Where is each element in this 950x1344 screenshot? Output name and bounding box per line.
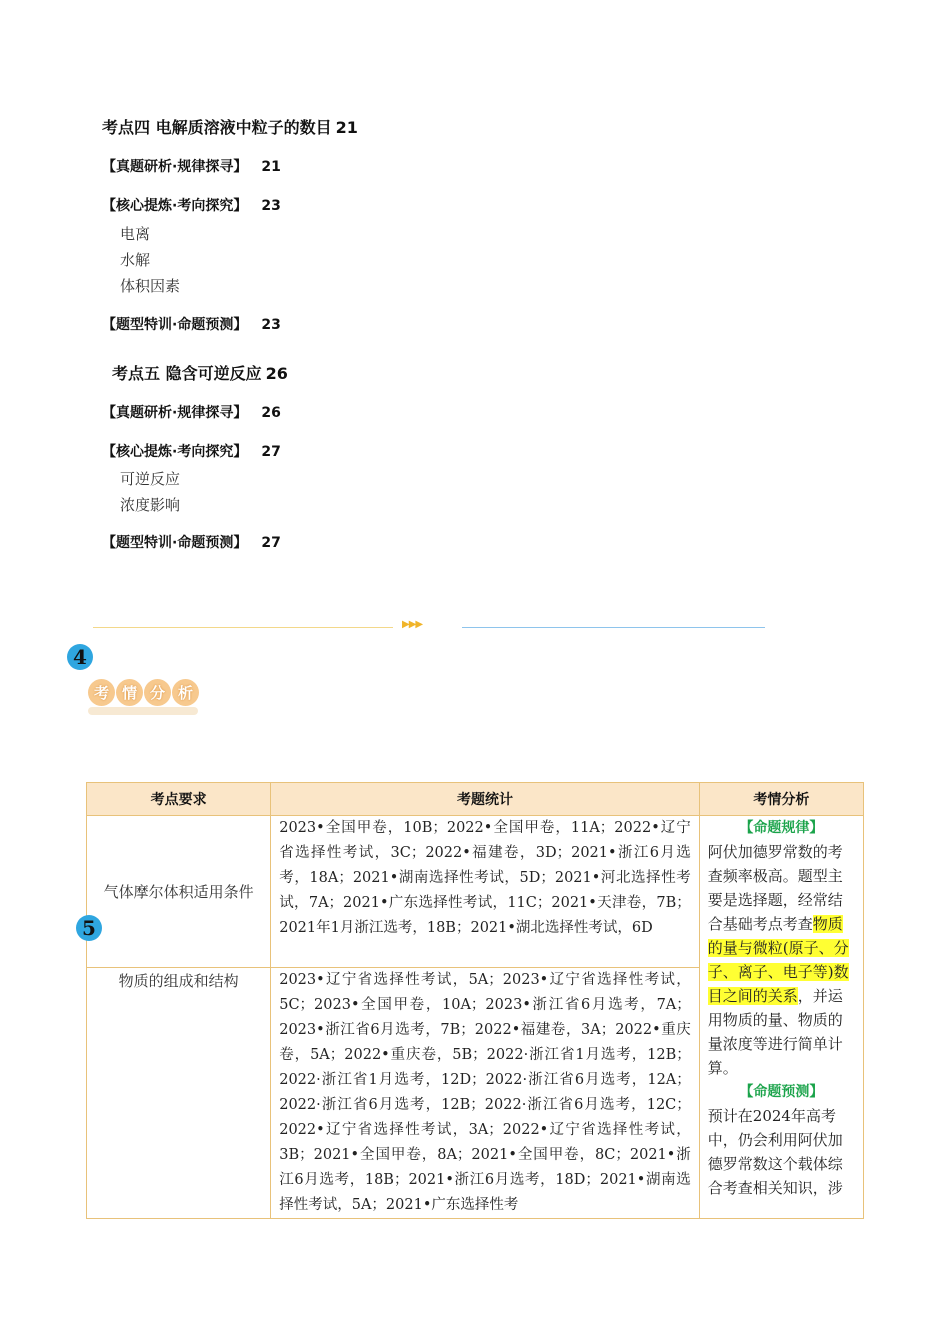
table-header-row: [87, 783, 864, 816]
prediction-text: 预计在2024年高考中，仍会利用阿伏加德罗常数这个载体综合考查相关知识，涉: [707, 1107, 843, 1197]
section-title-banner: [88, 679, 200, 713]
column-header: 考情分析: [699, 783, 863, 816]
column-header: 考点要求: [87, 783, 271, 816]
divider-line-left: [93, 627, 393, 628]
toc-subitem[interactable]: 水解: [120, 251, 151, 269]
toc-item[interactable]: 【题型特训·命题预测】 27: [102, 535, 281, 551]
rule-heading: 【命题规律】: [739, 820, 824, 836]
toc-item[interactable]: 【真题研析·规律探寻】 21: [102, 159, 281, 175]
title-char: 分: [144, 679, 171, 706]
toc-section-4-title[interactable]: 考点四 电解质溶液中粒子的数目 21: [102, 118, 358, 137]
analysis-cell: [699, 816, 863, 1219]
toc-subitem[interactable]: 电离: [120, 225, 151, 243]
toc-item[interactable]: 【核心提炼·考向探究】 23: [102, 198, 281, 214]
stats-cell: 2023•辽宁省选择性考试，5A；2023•辽宁省选择性考试，5C；2023•全国甲卷，10A；2023•浙江省6月选考，7A；2023•浙江省6月选考，7B；2022•福建卷，3A；2022•重庆卷，5A；2022•重庆卷，5B；2022·浙江省1月选考，12B；2022·浙江省1月选考，12D；2022·浙江省6月选考，12A；2022·浙江省6月选考，12B；2022·浙江省6月选考，12C；2022•辽宁省选择性考试，3A；2022•辽宁省选择性考试，3B；2021•全国甲卷，8A；2021•全国甲卷，8C；2021•浙江6月选考，18B；2021•浙江6月选考，18D；2021•湖南选择性考试，5A；2021•广东选择性考: [271, 968, 700, 1219]
title-char: 考: [88, 679, 115, 706]
requirement-cell: 气体摩尔体积适用条件: [87, 816, 271, 968]
toc-subitem[interactable]: 体积因素: [120, 277, 181, 295]
column-header: 考题统计: [271, 783, 700, 816]
rule-highlight: 物质的量与微粒(原子、分子、离子、电子等)数目之间的关系: [707, 915, 849, 1005]
toc-item[interactable]: 【题型特训·命题预测】 23: [102, 317, 281, 333]
title-char: 情: [116, 679, 143, 706]
row-number-badge: 5: [76, 915, 102, 941]
toc-subitem[interactable]: 可逆反应: [120, 470, 181, 488]
divider-arrows-icon: ▶▶▶: [402, 619, 423, 630]
toc-item[interactable]: 【核心提炼·考向探究】 27: [102, 444, 281, 460]
stats-cell: 2023•全国甲卷，10B；2022•全国甲卷，11A；2022•辽宁省选择性考试，3C；2022•福建卷，3D；2021•浙江6月选考，18A；2021•湖南选择性考试，5D；2021•河北选择性考试，7A；2021•广东选择性考试，11C；2021•天津卷，7B；2021年1月浙江选考，18B；2021•湖北选择性考试，6D: [271, 816, 700, 968]
table-row: [87, 816, 864, 968]
divider-line-right: [462, 627, 765, 628]
section-number-badge: 4: [67, 644, 93, 670]
rule-text-end: ，并运用物质的量、物质的量浓度等进行简单计算。: [707, 987, 843, 1077]
rule-text: 阿伏加德罗常数的考查频率极高。题型主要是选择题，经常结合基础考点考查: [707, 843, 843, 933]
toc-item[interactable]: 【真题研析·规律探寻】 26: [102, 405, 281, 421]
prediction-heading: 【命题预测】: [739, 1084, 824, 1100]
exam-analysis-table: [86, 782, 864, 1219]
toc-subitem[interactable]: 浓度影响: [120, 496, 181, 514]
requirement-cell: 物质的组成和结构: [87, 968, 271, 1219]
title-char: 析: [172, 679, 199, 706]
toc-section-5-title[interactable]: 考点五 隐含可逆反应 26: [112, 364, 288, 383]
